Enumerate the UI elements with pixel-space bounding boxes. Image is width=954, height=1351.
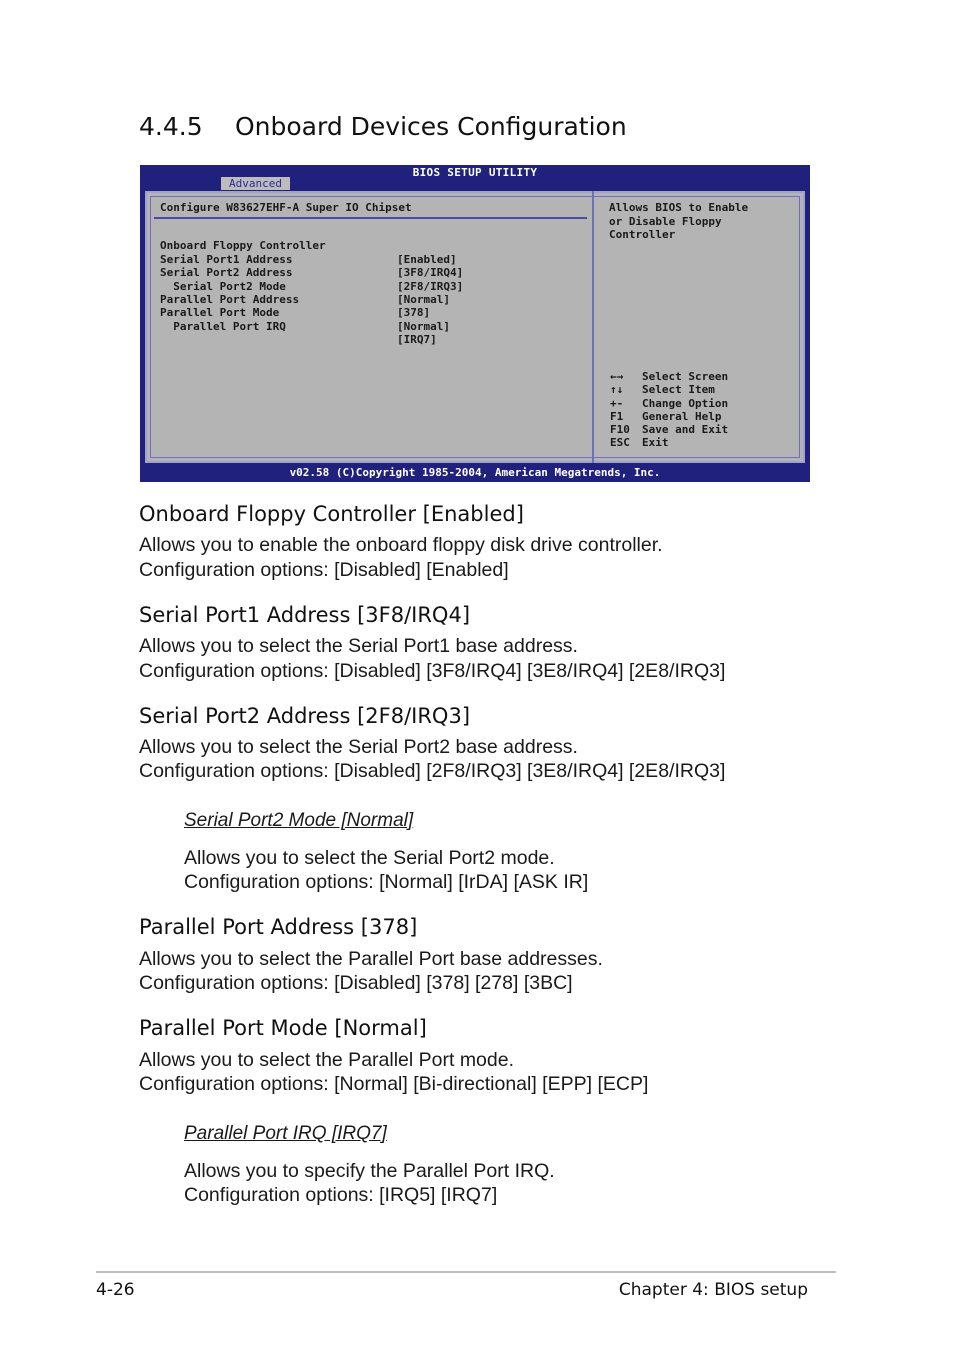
key-label: F1 xyxy=(610,409,624,423)
bios-row-label: Serial Port2 Address xyxy=(160,266,293,280)
bios-help-text xyxy=(609,201,799,242)
section-heading xyxy=(139,112,627,141)
bios-row-value[interactable]: [378] xyxy=(397,306,431,320)
bios-row-label: Parallel Port IRQ xyxy=(160,319,286,333)
key-general-help xyxy=(610,410,728,423)
key-label: +- xyxy=(610,396,624,410)
item-desc: Allows you to select the Parallel Port mode. xyxy=(139,1049,515,1071)
bios-row-label: Parallel Port Address xyxy=(160,292,300,306)
item-heading-serial1: Serial Port1 Address [3F8/IRQ4] xyxy=(139,603,471,627)
item-options: Configuration options: [Disabled] [Enabled] xyxy=(139,559,509,581)
key-change-option xyxy=(610,397,728,410)
bios-row-value[interactable]: [Normal] xyxy=(397,319,450,333)
key-save-exit xyxy=(610,423,728,436)
key-action: Save and Exit xyxy=(642,423,729,437)
key-action: General Help xyxy=(642,409,722,423)
subitem-desc: Allows you to specify the Parallel Port IRQ. xyxy=(184,1160,555,1182)
bios-panel-divider xyxy=(592,191,594,463)
bios-row-label: Serial Port2 Mode xyxy=(160,279,286,293)
bios-copyright: v02.58 (C)Copyright 1985-2004, American Megatrends, Inc. xyxy=(289,466,661,479)
bios-key-legend xyxy=(610,370,728,450)
help-line: Controller xyxy=(609,228,676,241)
item-desc: Allows you to select the Serial Port2 base address. xyxy=(139,736,578,758)
bios-row-value[interactable]: [3F8/IRQ4] xyxy=(397,266,464,280)
subitem-heading-serial2-mode: Serial Port2 Mode [Normal] xyxy=(184,810,414,831)
bios-row-value[interactable]: [IRQ7] xyxy=(397,333,437,347)
help-line: or Disable Floppy xyxy=(609,214,722,228)
bios-screenshot xyxy=(140,165,810,482)
bios-title: BIOS SETUP UTILITY xyxy=(412,166,538,179)
bios-row-value[interactable]: [Enabled] xyxy=(397,252,457,266)
item-heading-parallel-mode: Parallel Port Mode [Normal] xyxy=(139,1016,427,1040)
subitem-options: Configuration options: [Normal] [IrDA] [ASK IR] xyxy=(184,871,589,893)
item-heading-parallel-address: Parallel Port Address [378] xyxy=(139,915,418,939)
item-options: Configuration options: [Disabled] [378] [278] [3BC] xyxy=(139,972,573,994)
bios-row-label: Serial Port1 Address xyxy=(160,252,293,266)
key-action: Select Item xyxy=(642,383,715,397)
section-title: Onboard Devices Configuration xyxy=(235,112,627,141)
item-desc: Allows you to select the Parallel Port base addresses. xyxy=(139,948,603,970)
bios-row-value[interactable]: [Normal] xyxy=(397,292,450,306)
key-label: ESC xyxy=(610,436,630,450)
item-desc: Allows you to enable the onboard floppy disk drive controller. xyxy=(139,534,663,556)
left-right-arrows-icon: ←→ xyxy=(610,370,624,383)
page-number: 4-26 xyxy=(96,1280,135,1300)
item-options: Configuration options: [Disabled] [3F8/IRQ4] [3E8/IRQ4] [2E8/IRQ3] xyxy=(139,660,726,682)
bios-left-header: Configure W83627EHF-A Super IO Chipset xyxy=(160,201,412,214)
tab-advanced[interactable]: Advanced xyxy=(221,177,290,190)
item-desc: Allows you to select the Serial Port1 base address. xyxy=(139,635,578,657)
key-action: Change Option xyxy=(642,396,729,410)
section-number: 4.4.5 xyxy=(139,112,203,141)
bios-row-label: Parallel Port Mode xyxy=(160,306,280,320)
subitem-options: Configuration options: [IRQ5] [IRQ7] xyxy=(184,1184,498,1206)
item-heading-floppy: Onboard Floppy Controller [Enabled] xyxy=(139,502,524,526)
bios-row-label: Onboard Floppy Controller xyxy=(160,239,326,253)
subitem-desc: Allows you to select the Serial Port2 mode. xyxy=(184,847,555,869)
key-action: Select Screen xyxy=(642,370,729,383)
up-down-arrows-icon: ↑↓ xyxy=(610,383,624,397)
key-action: Exit xyxy=(642,436,669,450)
bios-row-value[interactable]: [2F8/IRQ3] xyxy=(397,279,464,293)
help-line: Allows BIOS to Enable xyxy=(609,201,749,214)
key-label: F10 xyxy=(610,423,630,437)
key-select-screen xyxy=(610,370,728,383)
key-exit xyxy=(610,436,728,449)
footer-rule xyxy=(96,1271,836,1273)
item-options: Configuration options: [Normal] [Bi-directional] [EPP] [ECP] xyxy=(139,1073,649,1095)
item-heading-serial2: Serial Port2 Address [2F8/IRQ3] xyxy=(139,704,471,728)
item-options: Configuration options: [Disabled] [2F8/IRQ3] [3E8/IRQ4] [2E8/IRQ3] xyxy=(139,760,726,782)
subitem-heading-parallel-irq: Parallel Port IRQ [IRQ7] xyxy=(184,1123,387,1144)
key-select-item xyxy=(610,383,728,396)
bios-header-rule xyxy=(154,217,587,219)
bios-settings-list xyxy=(160,226,464,347)
chapter-label: Chapter 4: BIOS setup xyxy=(618,1280,808,1300)
